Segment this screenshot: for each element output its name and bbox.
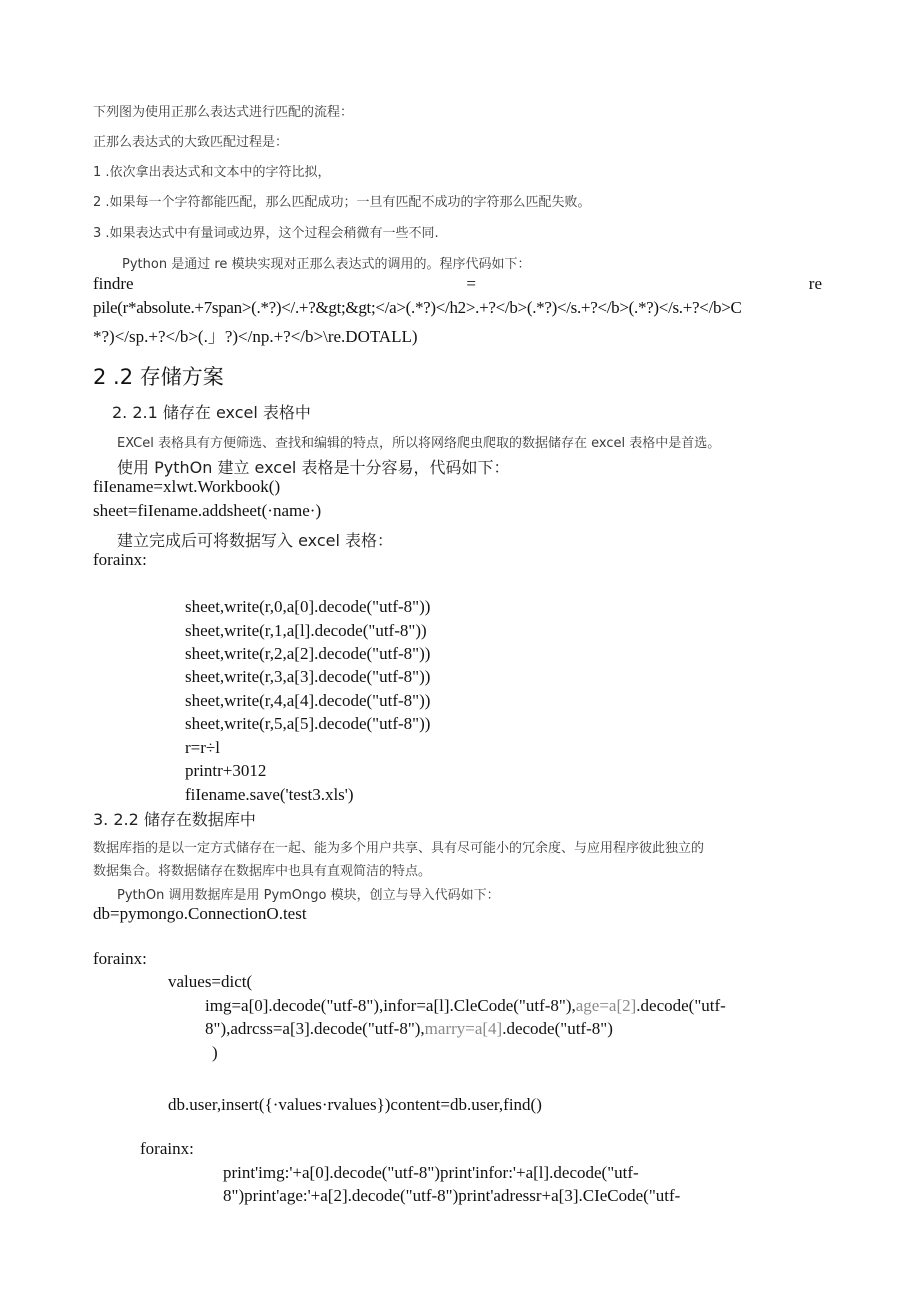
database-loop-header: forainx: [93, 949, 147, 968]
dict-close: ) [212, 1043, 218, 1062]
values-dict-open: values=dict( [168, 972, 253, 991]
database-description-2: 数据集合。将数据储存在数据库中也具有直观简洁的特点。 [93, 864, 432, 879]
python-note: Python 是通过 re 模块实现对正那么表达式的调用的。程序代码如下： [122, 257, 531, 272]
print-loop-header: forainx: [140, 1139, 194, 1158]
excel-loop-line: sheet,write(r,2,a[2].decode("utf-8")) [185, 644, 431, 663]
intro-line-2: 正那么表达式的大致匹配过程是： [93, 135, 289, 150]
excel-loop-line: r=r÷l [185, 738, 220, 757]
dict-args-text: img=a[0].decode("utf-8"),infor=a[l].CleCode("utf-8"), [205, 996, 576, 1015]
excel-loop-line: sheet,write(r,0,a[0].decode("utf-8")) [185, 597, 431, 616]
regex-equals: = [466, 274, 476, 293]
excel-description: EXCel 表格具有方便筛选、查找和编辑的特点，所以将网络爬虫爬取的数据储存在 excel 表格中是首选。 [117, 436, 721, 451]
excel-code-workbook: fiIename=xlwt.Workbook() [93, 477, 281, 496]
database-insert-code: db.user,insert({·values·rvalues})content=db.user,find() [168, 1095, 542, 1114]
print-line-1: print'img:'+a[0].decode("utf-8")print'infor:'+a[l].decode("utf- [223, 1163, 639, 1182]
database-intro: PythOn 调用数据库是用 PymOngo 模块，创立与导入代码如下： [117, 888, 500, 903]
excel-loop-header: forainx: [93, 550, 147, 569]
print-line-2: 8")print'age:'+a[2].decode("utf-8")print'adressr+a[3].CIeCode("utf- [223, 1186, 681, 1205]
excel-loop-line: sheet,write(r,1,a[l].decode("utf-8")) [185, 621, 427, 640]
subsection-heading-excel: 2. 2.1 储存在 excel 表格中 [112, 403, 311, 422]
dict-args-text: 8"),adrcss=a[3].decode("utf-8"), [205, 1019, 425, 1038]
excel-loop-line: sheet,write(r,4,a[4].decode("utf-8")) [185, 691, 431, 710]
intro-line-1: 下列图为使用正那么表达式进行匹配的流程： [93, 105, 354, 120]
excel-intro: 使用 PythOn 建立 excel 表格是十分容易，代码如下： [117, 458, 510, 477]
regex-code-line-2: pile(r*absolute.+7span>(.*?)</.+?&gt;&gt;</a>(.*?)</h2>.+?</b>(.*?)</s.+?</b>(.*?)</s.+?</b>C [93, 298, 742, 317]
excel-loop-line: printr+3012 [185, 761, 267, 780]
excel-code-addsheet: sheet=fiIename.addsheet(·name·) [93, 501, 322, 520]
excel-loop-line: fiIename.save('test3.xls') [185, 785, 354, 804]
regex-code-line-3: *?)</sp.+?</b>(.」?)</np.+?</b>\re.DOTALL) [93, 327, 418, 346]
dict-args-gray: marry=a[4] [424, 1019, 503, 1038]
database-description-1: 数据库指的是以一定方式储存在一起、能为多个用户共享、具有尽可能小的冗余度、与应用程序彼此独立的 [93, 841, 705, 856]
step-3: 3 .如果表达式中有量词或边界，这个过程会稍微有一些不同. [93, 226, 439, 241]
dict-args-text: .decode("utf-8") [502, 1019, 613, 1038]
dict-args-line-2 [205, 1019, 613, 1039]
dict-args-gray: age=a[2] [575, 996, 637, 1015]
regex-module: re [808, 274, 822, 293]
regex-var: findre [93, 274, 134, 293]
dict-args-line-1 [205, 996, 726, 1016]
excel-loop-line: sheet,write(r,5,a[5].decode("utf-8")) [185, 714, 431, 733]
dict-args-text: .decode("utf- [636, 996, 726, 1015]
section-heading-storage: 2 .2 存储方案 [93, 365, 224, 389]
step-2: 2 .如果每一个字符都能匹配，那么匹配成功；一旦有匹配不成功的字符那么匹配失败。 [93, 195, 591, 210]
excel-loop-line: sheet,write(r,3,a[3].decode("utf-8")) [185, 667, 431, 686]
database-connection-code: db=pymongo.ConnectionO.test [93, 904, 307, 923]
subsection-heading-database: 3. 2.2 储存在数据库中 [93, 810, 256, 829]
regex-code-line-1 [93, 274, 822, 294]
excel-write-intro: 建立完成后可将数据写入 excel 表格： [117, 531, 394, 550]
step-1: 1 .依次拿出表达式和文本中的字符比拟， [93, 165, 331, 180]
